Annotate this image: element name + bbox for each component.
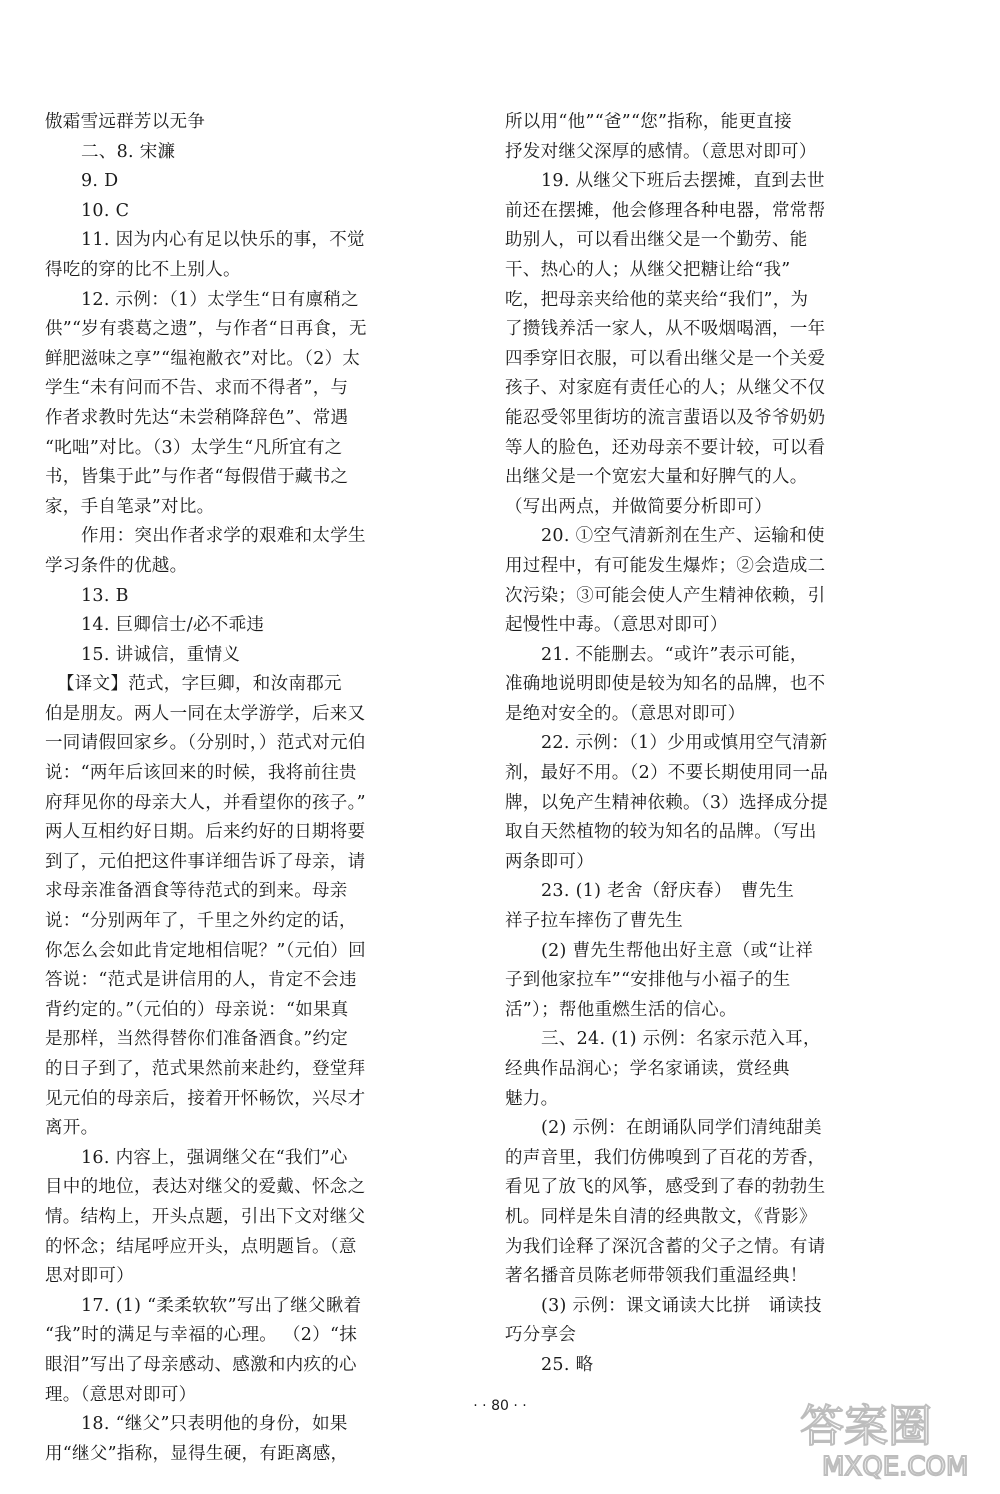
text-line: “叱咄”对比。（3）太学生“凡所宜有之 bbox=[45, 437, 343, 458]
text-line: 目中的地位，表达对继父的爱戴、怀念之 bbox=[45, 1177, 366, 1198]
text-line: 起慢性中毒。（意思对即可） bbox=[505, 615, 728, 636]
text-line: 祥子拉车摔伤了曹先生 bbox=[505, 911, 683, 932]
text-line: 助别人，可以看出继父是一个勤劳、能 bbox=[505, 230, 808, 251]
text-line: (2) 曹先生帮他出好主意（或“让祥 bbox=[541, 940, 814, 961]
text-line: 说：“两年后该回来的时候，我将前往贵 bbox=[45, 763, 357, 784]
text-line: 抒发对继父深厚的感情。（意思对即可） bbox=[505, 141, 817, 162]
text-line: 魅力。 bbox=[505, 1088, 559, 1109]
text-line: 情。结构上，开头点题，引出下文对继父 bbox=[45, 1206, 366, 1227]
text-line: 的怀念；结尾呼应开头，点明题旨。（意 bbox=[45, 1236, 357, 1257]
text-line: 20. ①空气清新剂在生产、运输和使 bbox=[541, 526, 825, 547]
text-line: 次污染；③可能会使人产生精神依赖，引 bbox=[505, 585, 826, 606]
text-line: (2) 示例：在朗诵队同学们清纯甜美 bbox=[541, 1118, 822, 1139]
text-line: 吃，把母亲夹给他的菜夹给“我们”，为 bbox=[505, 289, 809, 310]
text-line: 两人互相约好日期。后来约好的日期将要 bbox=[45, 822, 366, 843]
text-line: 思对即可） bbox=[45, 1266, 134, 1287]
text-line: 活”）；帮他重燃生活的信心。 bbox=[505, 999, 737, 1020]
text-line: 供”“岁有裘葛之遗”，与作者“日再食，无 bbox=[45, 319, 367, 340]
text-line: 14. 巨卿信士/必不乖违 bbox=[81, 615, 265, 636]
text-line: 府拜见你的母亲大人，并看望你的孩子。” bbox=[45, 792, 366, 813]
text-line: 的声音里，我们仿佛嗅到了百花的芳香， bbox=[505, 1147, 826, 1168]
text-line: 用过程中，有可能发生爆炸；②会造成二 bbox=[505, 555, 826, 576]
left-column bbox=[45, 108, 395, 1469]
text-line: 子到他家拉车”“安排他与小福子的生 bbox=[505, 970, 791, 991]
text-line: 作用：突出作者求学的艰难和太学生 bbox=[81, 526, 366, 547]
text-line: 等人的脸色，还劝母亲不要计较，可以看 bbox=[505, 437, 826, 458]
text-line: 13. B bbox=[81, 585, 129, 606]
right-column bbox=[505, 108, 855, 1381]
text-line: 22. 示例：（1）少用或慎用空气清新 bbox=[541, 733, 828, 754]
text-line: 理。（意思对即可） bbox=[45, 1384, 197, 1405]
text-line: 傲霜雪远群芳以无争 bbox=[45, 112, 206, 132]
text-line: 经典作品润心；学名家诵读，赏经典 bbox=[505, 1059, 790, 1079]
text-line: 机。同样是朱自清的经典散文，《背影》 bbox=[505, 1206, 817, 1227]
text-line: 为我们诠释了深沉含蓄的父子之情。有请 bbox=[505, 1236, 826, 1257]
text-line: 二、8. 宋濂 bbox=[81, 141, 176, 162]
text-line: 到了，元伯把这件事详细告诉了母亲，请 bbox=[45, 851, 366, 872]
text-line: 18. “继父”只表明他的身份，如果 bbox=[81, 1414, 348, 1435]
text-line: 25. 略 bbox=[541, 1354, 594, 1375]
text-line: 16. 内容上，强调继父在“我们”心 bbox=[81, 1147, 348, 1168]
text-line: 离开。 bbox=[45, 1118, 99, 1139]
text-line: 作者求教时先达“未尝稍降辞色”、常遇 bbox=[45, 407, 349, 428]
text-line: 【译文】范式，字巨卿，和汝南郡元 bbox=[57, 674, 342, 695]
text-line: 是绝对安全的。（意思对即可） bbox=[505, 703, 746, 724]
text-line: 17. (1) “柔柔软软”写出了继父瞅着 bbox=[81, 1295, 362, 1316]
text-line: 取自天然植物的较为知名的品牌。（写出 bbox=[505, 822, 817, 843]
text-line: “我”时的满足与幸福的心理。 （2）“抹 bbox=[45, 1325, 358, 1346]
text-line: 23. (1) 老舍（舒庆春） 曹先生 bbox=[541, 881, 795, 902]
text-line: 干、热心的人；从继父把糖让给“我” bbox=[505, 259, 791, 280]
text-line: 15. 讲诚信，重情义 bbox=[81, 644, 241, 665]
text-line: 答说：“范式是讲信用的人，肯定不会违 bbox=[45, 970, 357, 991]
text-line: 见元伯的母亲后，接着开怀畅饮，兴尽才 bbox=[45, 1088, 366, 1109]
text-line: 你怎么会如此肯定地相信呢？”（元伯）回 bbox=[45, 940, 366, 961]
text-line: 了攒钱养活一家人，从不吸烟喝酒，一年 bbox=[505, 319, 826, 340]
text-line: 11. 因为内心有足以快乐的事，不觉 bbox=[81, 230, 365, 251]
text-line: 四季穿旧衣服，可以看出继父是一个关爱 bbox=[505, 348, 826, 369]
text-line: 眼泪”写出了母亲感动、感激和内疚的心 bbox=[45, 1354, 357, 1375]
text-line: 看见了放飞的风筝，感受到了春的勃勃生 bbox=[505, 1177, 826, 1198]
text-line: 学生“未有问而不告、求而不得者”，与 bbox=[45, 378, 349, 399]
watermark-sub-text: MXQE.COM bbox=[822, 1452, 969, 1482]
text-line: 9. D bbox=[81, 171, 119, 192]
text-line: 21. 不能删去。“或许”表示可能， bbox=[541, 644, 808, 665]
text-line: 19. 从继父下班后去摆摊，直到去世 bbox=[541, 171, 825, 192]
text-line: 10. C bbox=[81, 200, 130, 221]
text-line: 两条即可） bbox=[505, 851, 594, 872]
text-line: (3) 示例：课文诵读大比拼 诵读技 bbox=[541, 1295, 822, 1316]
text-line: 三、24. (1) 示例：名家示范入耳， bbox=[541, 1029, 821, 1050]
text-line: 准确地说明即使是较为知名的品牌，也不 bbox=[505, 674, 826, 695]
text-line: 的日子到了，范式果然前来赴约，登堂拜 bbox=[45, 1059, 366, 1079]
watermark-logo-icon bbox=[792, 1389, 982, 1484]
watermark-main-text: 答案圈 bbox=[800, 1401, 932, 1452]
text-line: 牌，以免产生精神依赖。（3）选择成分提 bbox=[505, 792, 829, 813]
text-line: 得吃的穿的比不上别人。 bbox=[45, 259, 241, 280]
text-line: 12. 示例：（1）太学生“日有廪稍之 bbox=[81, 289, 359, 310]
text-line: 背约定的。”（元伯的）母亲说：“如果真 bbox=[45, 999, 349, 1020]
text-line: 孩子、对家庭有责任心的人；从继父不仅 bbox=[505, 378, 826, 399]
text-line: （写出两点，并做简要分析即可） bbox=[505, 496, 772, 517]
text-line: 伯是朋友。两人一同在太学游学，后来又 bbox=[45, 703, 366, 724]
text-line: 著名播音员陈老师带领我们重温经典！ bbox=[505, 1266, 808, 1287]
text-line: 说：“分别两年了，千里之外约定的话， bbox=[45, 911, 357, 932]
text-line: 能忍受邻里街坊的流言蜚语以及爷爷奶奶 bbox=[505, 407, 826, 428]
text-line: 剂，最好不用。（2）不要长期使用同一品 bbox=[505, 763, 829, 784]
text-line: 巧分享会 bbox=[505, 1325, 577, 1346]
text-line: 鲜肥滋味之享”“缊袍敝衣”对比。（2）太 bbox=[45, 348, 361, 369]
text-line: 求母亲准备酒食等待范式的到来。母亲 bbox=[45, 881, 348, 902]
text-line: 书，皆集于此”与作者“每假借于藏书之 bbox=[45, 467, 349, 488]
text-line: 出继父是一个宽宏大量和好脾气的人。 bbox=[505, 467, 808, 488]
text-line: 家，手自笔录”对比。 bbox=[45, 496, 215, 517]
text-line: 学习条件的优越。 bbox=[45, 555, 188, 576]
text-line: 用“继父”指称，显得生硬，有距离感， bbox=[45, 1443, 349, 1464]
text-line: 一同请假回家乡。（分别时，）范式对元伯 bbox=[45, 733, 366, 754]
text-line: 所以用“他”“爸”“您”指称，能更直接 bbox=[505, 112, 792, 132]
text-line: 是那样，当然得替你们准备酒食。”约定 bbox=[45, 1029, 349, 1050]
text-line: 前还在摆摊，他会修理各种电器，常常帮 bbox=[505, 200, 826, 221]
page-number: · · 80 · · bbox=[473, 1398, 527, 1414]
